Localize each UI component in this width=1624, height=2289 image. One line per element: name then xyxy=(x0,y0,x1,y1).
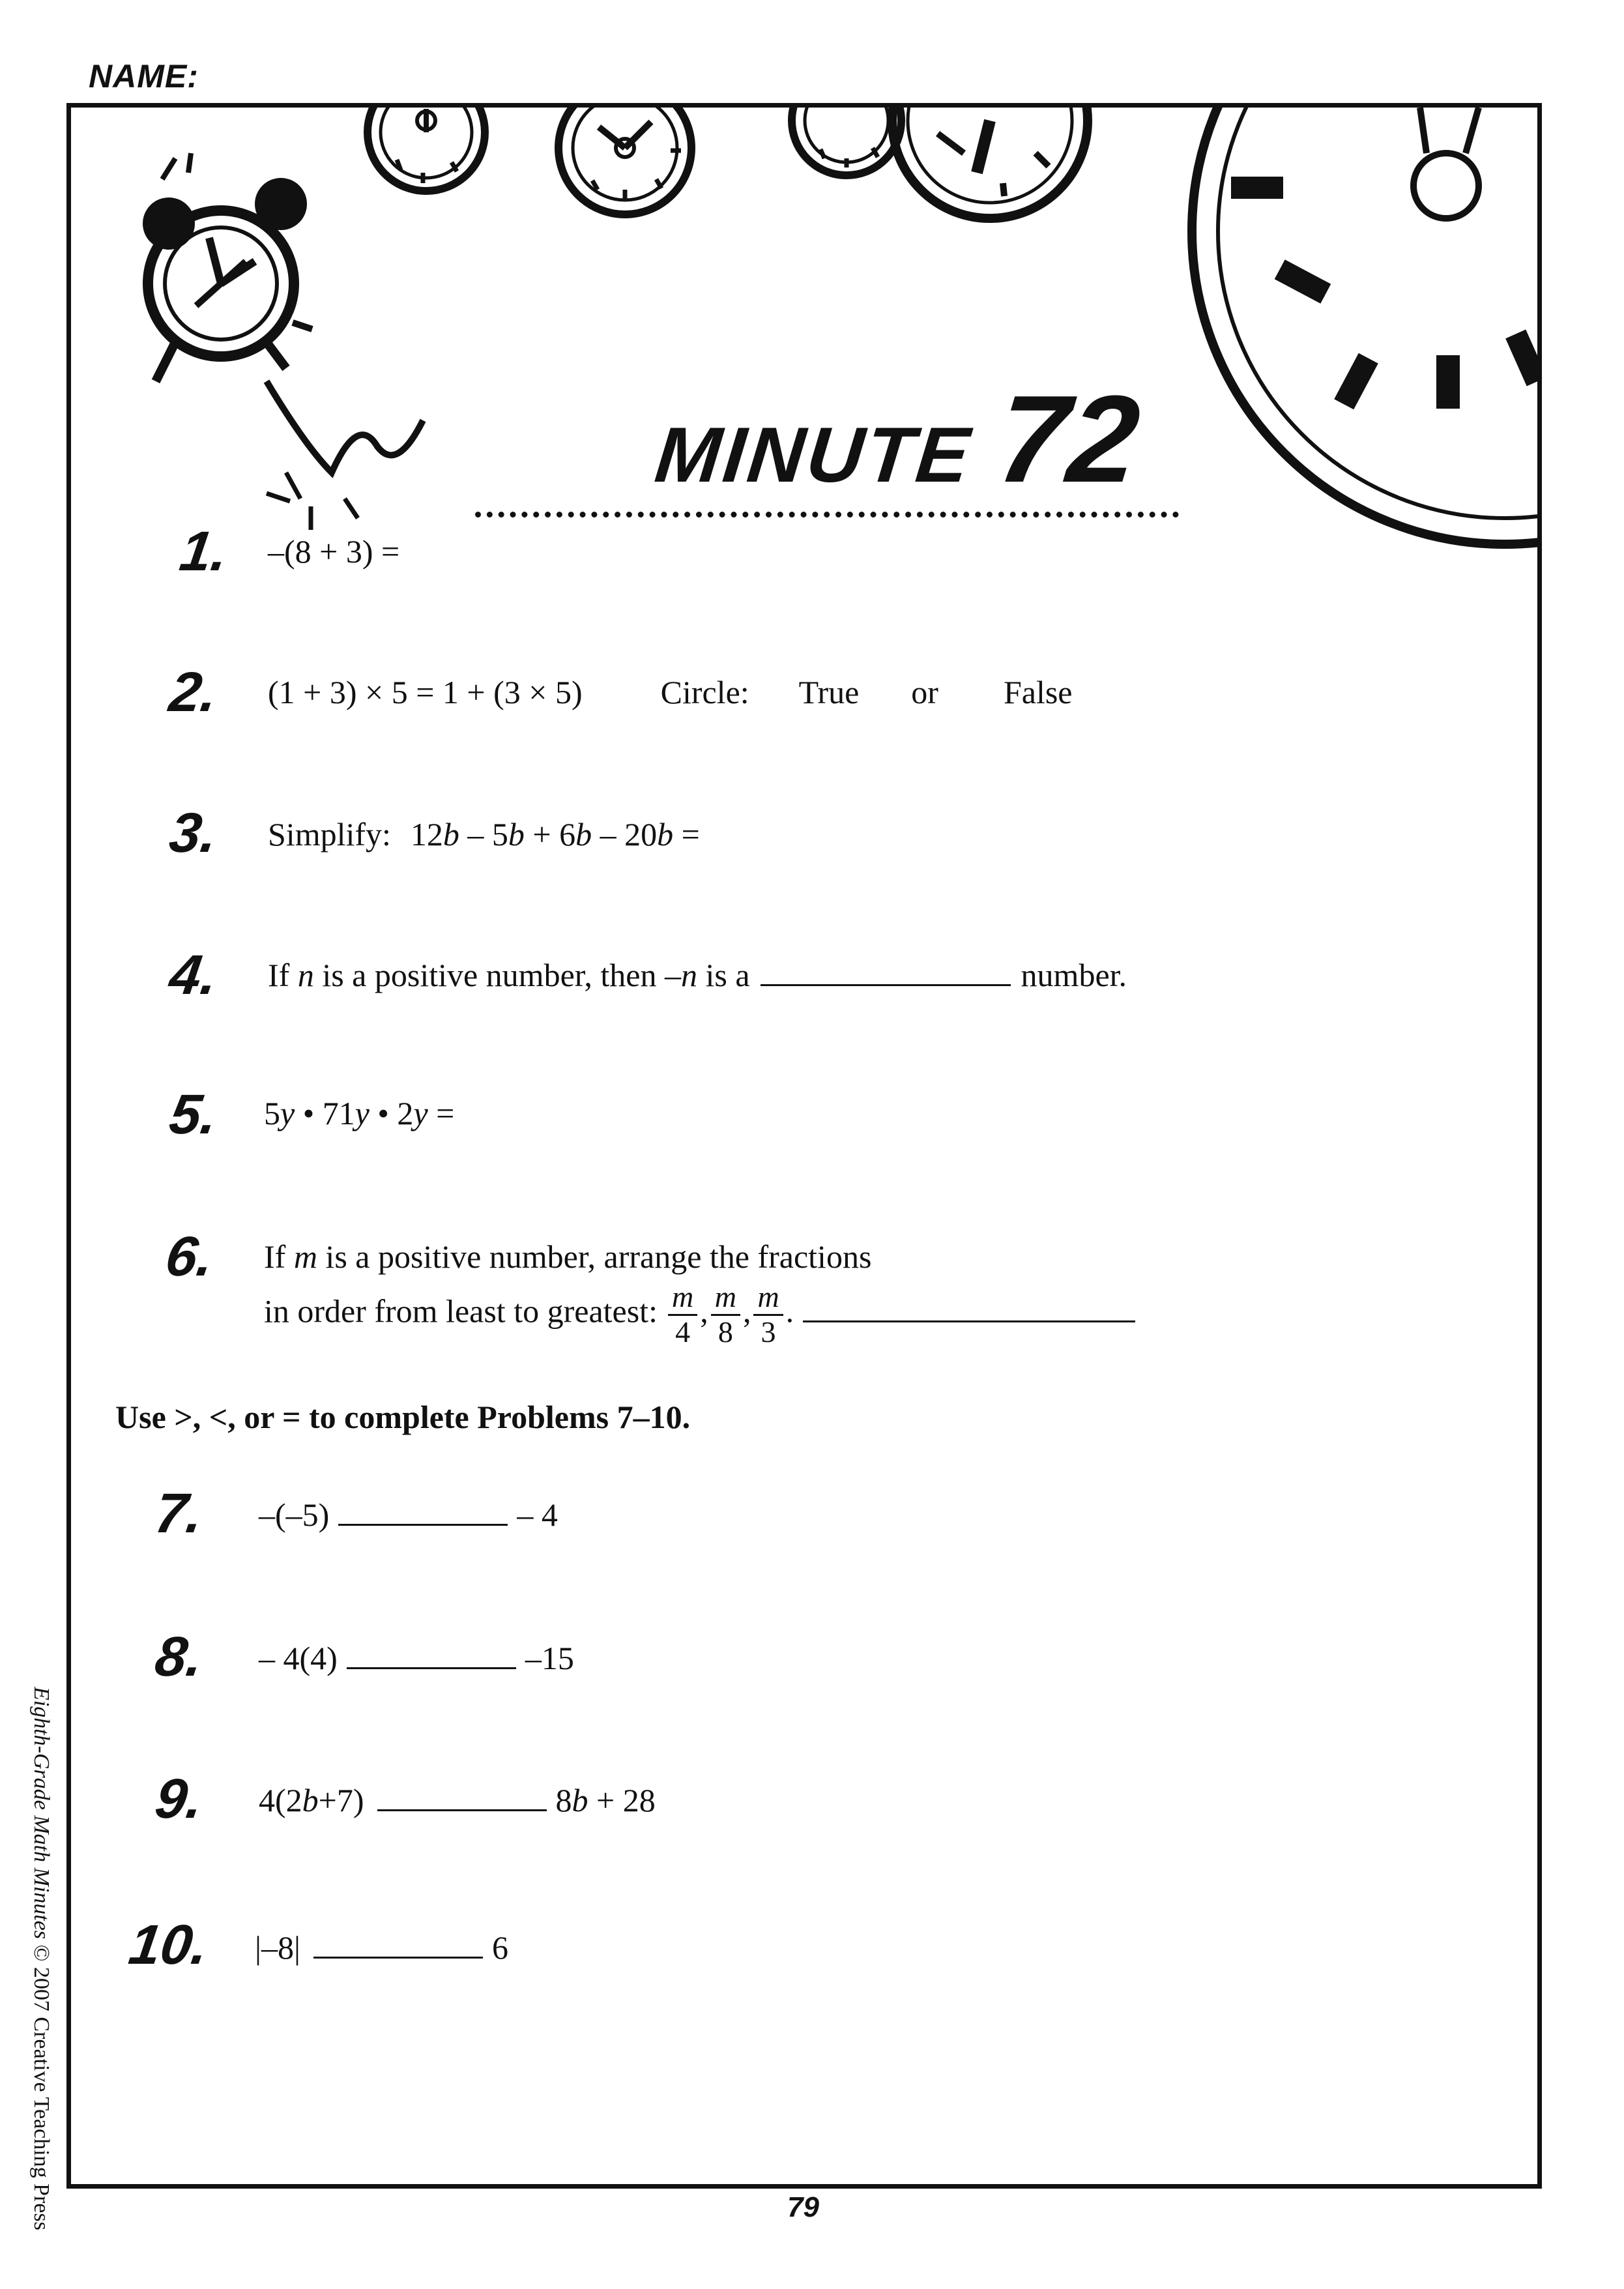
fraction-m-over-4 xyxy=(668,1281,697,1349)
problem-6-line-1 xyxy=(264,1238,871,1276)
left-expression: |–8| xyxy=(255,1929,301,1966)
problem-1-number: 1. xyxy=(176,520,232,583)
title-dotted-rule xyxy=(475,512,1179,518)
term-6: + 6 xyxy=(524,816,576,853)
denominator: 8 xyxy=(718,1315,733,1349)
var-b: b xyxy=(657,816,674,853)
problem-4-text xyxy=(268,956,1127,994)
var-y: y xyxy=(280,1095,295,1131)
left-expression: –(–5) xyxy=(259,1496,330,1533)
problem-7-text xyxy=(259,1496,558,1534)
alarm-clock-icon xyxy=(144,153,423,530)
title-number: 72 xyxy=(991,370,1147,508)
problem-2-circle-label: Circle: xyxy=(660,674,749,710)
answer-blank[interactable] xyxy=(803,1320,1135,1322)
answer-blank[interactable] xyxy=(377,1809,547,1811)
numerator: m xyxy=(711,1281,740,1316)
numerator: m xyxy=(753,1281,783,1316)
left-expression: +7) xyxy=(318,1782,364,1818)
fraction-m-over-3 xyxy=(753,1281,783,1349)
problem-5-number: 5. xyxy=(166,1083,222,1146)
choice-or: or xyxy=(911,674,938,710)
var-b: b xyxy=(302,1782,319,1818)
term-20: – 20 xyxy=(592,816,658,853)
text-part: is a positive number, then – xyxy=(313,957,681,993)
instruction-text: Use >, <, or = to complete Problems 7–10. xyxy=(115,1399,691,1435)
title-word: MINUTE xyxy=(651,411,976,499)
problem-1-text: –(8 + 3) = xyxy=(268,533,400,570)
right-expression: 6 xyxy=(492,1929,509,1966)
small-clock-icon xyxy=(558,108,691,214)
choice-true[interactable]: True xyxy=(798,674,860,710)
text-part: If xyxy=(264,1238,294,1275)
problem-7-number: 7. xyxy=(151,1482,207,1545)
problem-10-number: 10. xyxy=(125,1914,212,1976)
text-part: If xyxy=(268,957,298,993)
large-clock-icon xyxy=(1192,108,1542,544)
var-n: n xyxy=(681,957,697,993)
term-5: – 5 xyxy=(459,816,508,853)
fraction-m-over-8 xyxy=(711,1281,740,1349)
denominator: 3 xyxy=(761,1315,776,1349)
small-clock-icon xyxy=(368,108,485,191)
answer-blank[interactable] xyxy=(313,1956,483,1959)
small-clock-icon xyxy=(892,108,1088,218)
small-clock-icon xyxy=(792,108,901,175)
coefficient: • 2 xyxy=(369,1095,414,1131)
credit-title: Eighth-Grade Math Minutes xyxy=(29,1687,53,1940)
problem-5-text xyxy=(264,1094,454,1132)
numerator: m xyxy=(668,1281,697,1316)
var-b: b xyxy=(508,816,525,853)
left-expression: 4(2 xyxy=(259,1782,302,1818)
var-y: y xyxy=(355,1095,370,1131)
right-expression: + 28 xyxy=(588,1782,656,1818)
text-part: is a xyxy=(697,957,750,993)
var-m: m xyxy=(293,1238,317,1275)
problem-6-number: 6. xyxy=(162,1225,218,1288)
problem-3-prefix: Simplify: xyxy=(268,816,391,853)
text-part: number. xyxy=(1021,957,1127,993)
problem-9-number: 9. xyxy=(151,1768,207,1830)
right-expression: – 4 xyxy=(517,1496,558,1533)
worksheet-title xyxy=(650,368,1147,510)
problem-8-text xyxy=(259,1639,574,1677)
denominator: 4 xyxy=(675,1315,691,1349)
problem-9-text xyxy=(259,1781,656,1819)
coefficient: 5 xyxy=(264,1095,280,1131)
equals-sign: = xyxy=(673,816,700,853)
problem-2-text xyxy=(268,673,1073,711)
var-y: y xyxy=(413,1095,428,1131)
problem-10-text xyxy=(255,1929,508,1966)
problem-4-number: 4. xyxy=(166,944,222,1006)
left-expression: – 4(4) xyxy=(259,1640,338,1676)
coefficient: • 71 xyxy=(295,1095,355,1131)
right-expression: –15 xyxy=(525,1640,574,1676)
choice-false[interactable]: False xyxy=(1003,674,1073,710)
name-label: NAME: xyxy=(89,58,199,95)
problem-3-number: 3. xyxy=(166,802,222,864)
text-part: in order from least to greatest: xyxy=(264,1292,658,1330)
right-expression: 8 xyxy=(555,1782,572,1818)
var-b: b xyxy=(572,1782,588,1818)
problem-2-expression: (1 + 3) × 5 = 1 + (3 × 5) xyxy=(268,674,583,710)
problem-6-line-2: in order from least to greatest: $\frac{m}{4}$ , $\frac{m}{8}$ , $\frac{m}{3}$ . xyxy=(264,1281,1135,1349)
answer-blank[interactable] xyxy=(338,1523,508,1526)
problem-3-text xyxy=(268,815,700,853)
var-b: b xyxy=(442,816,459,853)
text-part: is a positive number, arrange the fractions xyxy=(317,1238,872,1275)
term-12: 12 xyxy=(410,816,443,853)
problem-8-number: 8. xyxy=(151,1626,207,1688)
page-number: 79 xyxy=(787,2191,819,2223)
credit-rest: © 2007 Creative Teaching Press xyxy=(29,1939,53,2230)
worksheet-frame xyxy=(66,103,1542,2189)
problem-2-number: 2. xyxy=(166,661,222,723)
side-credit xyxy=(29,1687,53,2230)
var-n: n xyxy=(297,957,314,993)
answer-blank[interactable] xyxy=(761,984,1011,986)
answer-blank[interactable] xyxy=(347,1667,516,1669)
equals-sign: = xyxy=(428,1095,455,1131)
var-b: b xyxy=(575,816,592,853)
